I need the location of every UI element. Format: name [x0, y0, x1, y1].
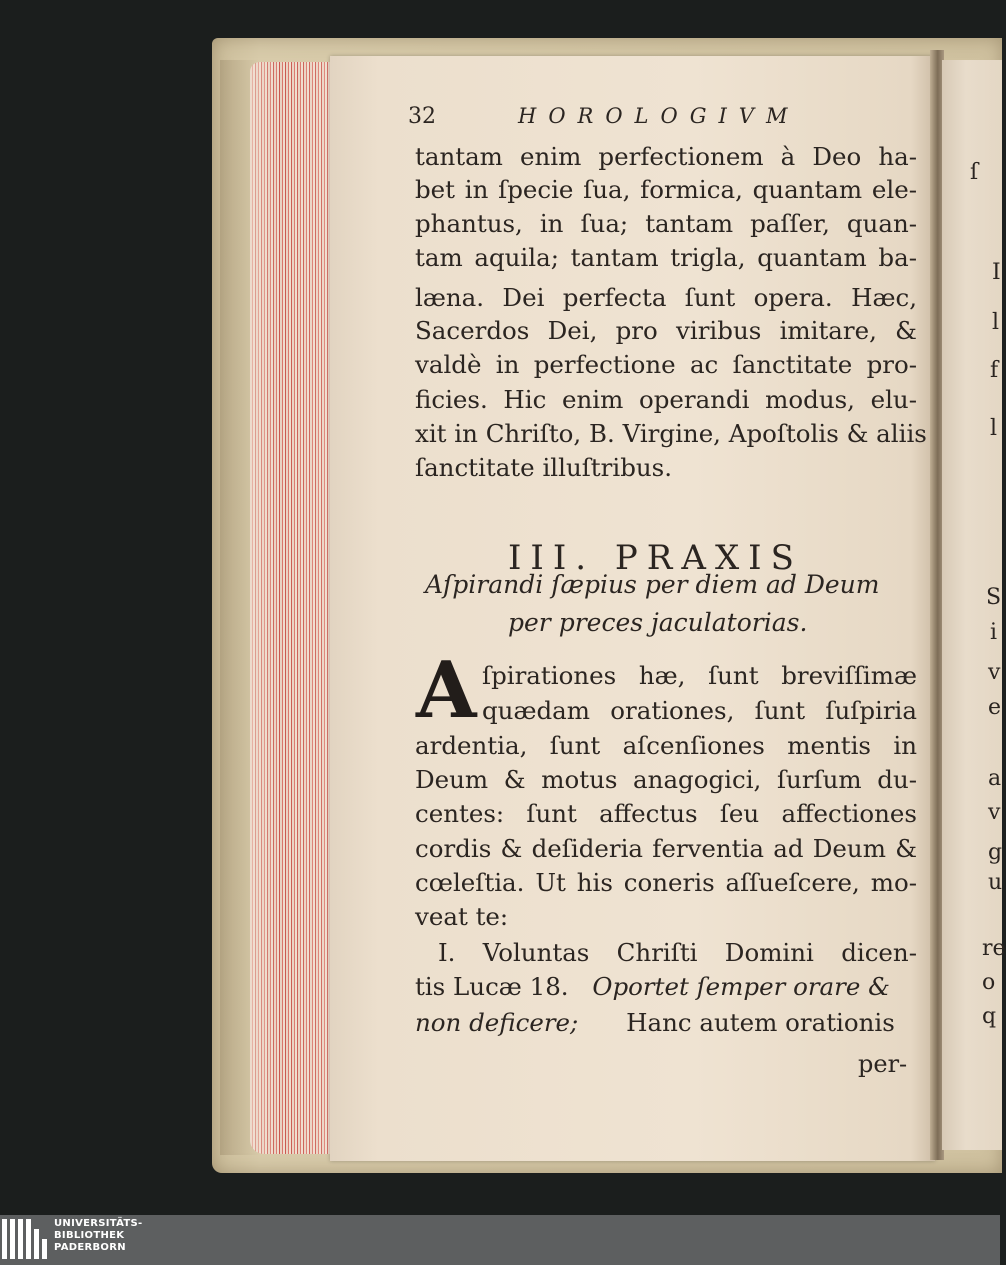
text-line: tam aquila; tantam trigla, quantam ba- [415, 243, 917, 272]
running-head: HOROLOGIVM [518, 104, 800, 128]
facing-page-fragment: a [988, 766, 1002, 791]
text-line: tantam enim perfectionem à Deo ha- [415, 142, 917, 171]
text-span: tis Lucæ 18. [415, 972, 569, 1001]
facing-page-fragment: l [992, 310, 1000, 335]
scripture-quote: non deficere; [415, 1008, 579, 1037]
text-line: ſanctitate illuſtribus. [415, 453, 673, 482]
text-line: ſpirationes hæ, ſunt breviſſimæ [482, 661, 917, 690]
facing-page-fragment: q [982, 1004, 997, 1029]
footer-bar [0, 1215, 1000, 1265]
facing-page-fragment: g [988, 840, 1003, 865]
text-line [415, 1008, 917, 1038]
text-line [415, 972, 917, 1002]
facing-page-fragment: re [982, 936, 1006, 961]
text-line: valdè in perfectione ac ſanctitate pro- [415, 350, 917, 379]
facing-page-fragment: I [992, 260, 1001, 285]
page-edges-highlight [250, 62, 335, 1154]
text-line: veat te: [415, 902, 509, 931]
text-line: centes: ſunt affectus ſeu affectiones [415, 799, 917, 828]
section-subtitle: per preces jaculatorias. [508, 608, 808, 637]
drop-cap: A [416, 645, 477, 736]
facing-page-fragment: v [988, 800, 1001, 825]
facing-page-edge [942, 60, 1006, 1150]
text-line: xit in Chriſto, B. Virgine, Apoſtolis & aliis [415, 419, 927, 448]
facing-page-fragment: v [988, 660, 1001, 685]
facing-page-fragment: l [990, 416, 998, 441]
text-line: phantus, in ſua; tantam paſſer, quan- [415, 209, 917, 238]
text-line: quædam orationes, ſunt ſuſpiria [482, 696, 917, 725]
logo-line: PADERBORN [54, 1242, 126, 1253]
text-line: bet in ſpecie ſua, formica, quantam ele- [415, 175, 917, 204]
text-line: Sacerdos Dei, pro viribus imitare, & [415, 316, 917, 345]
text-line: læna. Dei perfecta ſunt opera. Hæc, [415, 283, 917, 312]
text-line: I. Voluntas Chriſti Domini dicen- [438, 938, 917, 967]
facing-page-fragment: S [986, 585, 1002, 610]
text-line: ficies. Hic enim operandi modus, elu- [415, 385, 917, 414]
text-span: Hanc autem orationis [626, 1008, 895, 1037]
facing-page-fragment: o [982, 970, 996, 995]
facing-page-fragment: u [988, 870, 1003, 895]
facing-page-fragment: f [990, 358, 999, 383]
text-line: Deum & motus anagogici, ſurſum du- [415, 765, 917, 794]
section-heading: III. PRAXIS [508, 538, 803, 578]
facing-page-fragment: e [988, 695, 1002, 720]
scripture-quote: Oportet ſemper orare & [592, 972, 890, 1001]
text-line: cœleſtia. Ut his coneris aſſueſcere, mo- [415, 868, 917, 897]
logo-line: UNIVERSITÄTS- [54, 1218, 143, 1229]
facing-page-fragment: i [990, 620, 998, 645]
library-logo-text [54, 1218, 143, 1254]
facing-page-fragment: ſ [970, 160, 979, 185]
text-line: cordis & deſideria ferventia ad Deum & [415, 834, 917, 863]
section-subtitle: Aſpirandi ſæpius per diem ad Deum [425, 570, 880, 599]
page-number: 32 [408, 104, 436, 129]
catchword: per- [858, 1050, 908, 1078]
text-line: ardentia, ſunt aſcenſiones mentis in [415, 731, 917, 760]
logo-line: BIBLIOTHEK [54, 1230, 125, 1241]
